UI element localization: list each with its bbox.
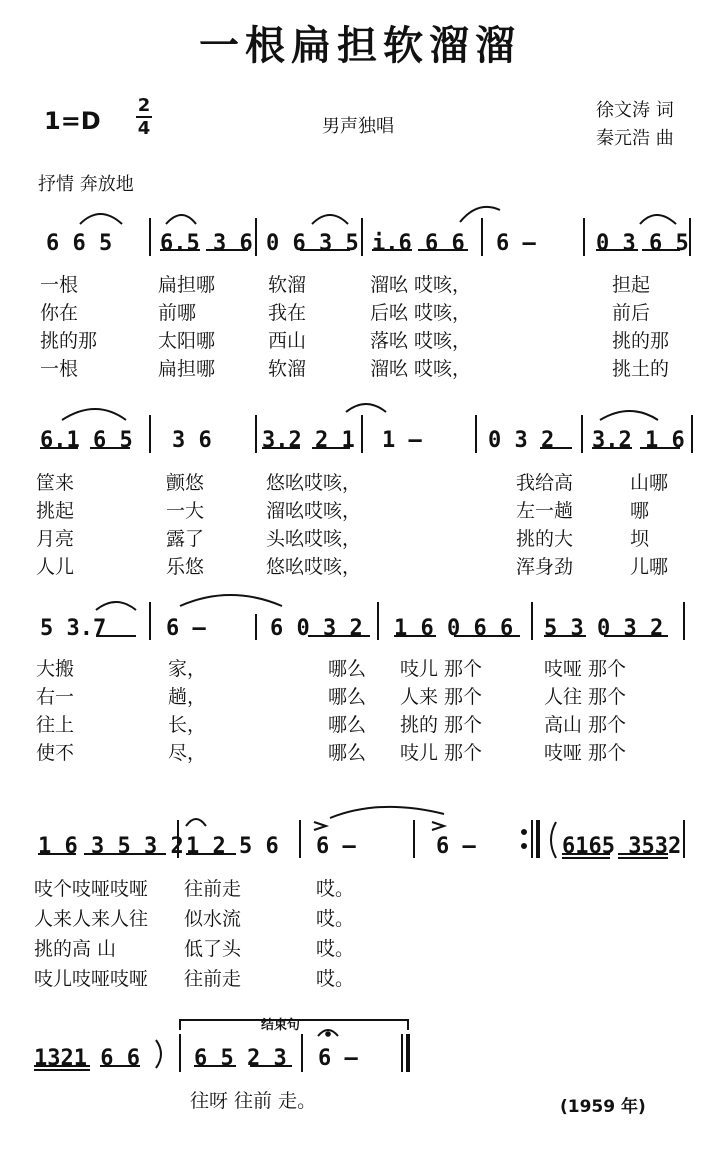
row2-verse2-b: 一大	[166, 500, 205, 522]
row1-measure1: 6 6 5	[46, 231, 113, 256]
row3-verse4-e: 吱哑 那个	[544, 742, 627, 764]
slur	[96, 602, 136, 610]
coda-bracket	[180, 1020, 408, 1030]
slur	[80, 214, 122, 224]
row3-verse3-d: 挑的 那个	[400, 714, 483, 736]
row1-verse2-d: 后吆 哎咳，	[370, 302, 472, 324]
row2-verse4-a: 人儿	[36, 556, 75, 578]
row4-verse1-a: 吱个吱哑吱哑	[34, 878, 149, 900]
row3-measure4: 1 6 0 6 6	[394, 616, 514, 641]
row1-verse4-d: 溜吆 哎咳，	[370, 358, 472, 380]
coda-lyric: 往呀 往前 走。	[190, 1090, 317, 1112]
row2-verse3-a: 月亮	[36, 528, 75, 550]
row4-interlude: 6165 3532	[562, 834, 682, 859]
row4-verse2-a: 人来人来人往	[34, 908, 149, 930]
row3-measure5: 5 3 0 3 2	[544, 616, 664, 641]
row1-measure4: i.6 6 6	[372, 231, 465, 256]
row2-verse3-e: 挑的大	[516, 528, 574, 550]
row1-measure2: 6.5 3 6	[160, 231, 253, 256]
slur	[640, 215, 676, 224]
row1-verse2-b: 前哪	[158, 302, 197, 324]
row3-verse2-c: 哪么	[328, 686, 367, 708]
row2-verse1-e: 我给高	[516, 472, 574, 494]
row1-measure6: 0 3 6 5	[596, 231, 689, 256]
row1-verse4-b: 扁担哪	[158, 358, 216, 380]
row1-verse4-c: 软溜	[268, 358, 307, 380]
row3-verse1-d: 吱儿 那个	[400, 658, 483, 680]
row2-verse1-f: 山哪	[630, 472, 669, 494]
row3-verse2-b: 趟，	[168, 686, 207, 708]
row1-verse1-c: 软溜	[268, 274, 307, 296]
row1-verse3-f: 挑的那	[612, 330, 670, 352]
expression-marking: 抒情 奔放地	[38, 174, 134, 195]
row3-verse2-e: 人往 那个	[544, 686, 627, 708]
row3-measure3: 6 0 3 2	[270, 616, 363, 641]
row2-verse1-a: 筐来	[36, 472, 75, 494]
row3-verse3-a: 往上	[36, 714, 75, 736]
row2-verse3-f: 坝	[630, 528, 650, 550]
row3-measure1: 5 3.7	[40, 616, 107, 641]
row2-verse1-c: 悠吆哎咳，	[266, 472, 362, 494]
row1-verse2-a: 你在	[40, 302, 79, 324]
coda-measure2: 6 —	[318, 1046, 358, 1071]
row3-measure2: 6 —	[166, 616, 206, 641]
row1-verse3-a: 挑的那	[40, 330, 98, 352]
row2-verse4-b: 乐悠	[166, 556, 205, 578]
row2-verse2-e: 左一趟	[516, 500, 574, 522]
row2-verse2-a: 挑起	[36, 500, 75, 522]
row1-verse4-a: 一根	[40, 358, 79, 380]
meter-top: 2	[137, 95, 151, 116]
row3-verse2-a: 右一	[36, 686, 75, 708]
slur	[460, 207, 500, 222]
row4-verse4-a: 吱儿吱哑吱哑	[34, 968, 149, 990]
slur	[166, 215, 196, 224]
row4-verse1-c: 哎。	[316, 878, 355, 900]
slur	[62, 409, 126, 420]
row3-verse4-a: 使不	[36, 742, 75, 764]
row3-verse3-e: 高山 那个	[544, 714, 627, 736]
row1-verse3-d: 落吆 哎咳，	[370, 330, 472, 352]
slur	[312, 215, 348, 224]
row2-measure6: 3.2 1 6	[592, 428, 685, 453]
row3-verse4-b: 尽，	[168, 742, 207, 764]
row4-verse3-c: 哎。	[316, 938, 355, 960]
row4-verse1-b: 往前走	[184, 878, 242, 900]
row2-verse1-b: 颤悠	[166, 472, 205, 494]
row4-verse3-b: 低了头	[184, 938, 242, 960]
row1-measure5: 6 —	[496, 231, 536, 256]
row4-verse3-a: 挑的高 山	[34, 938, 117, 960]
row1-verse1-a: 一根	[40, 274, 79, 296]
row1-verse4-f: 挑土的	[612, 358, 670, 380]
row2-verse4-c: 悠吆哎咳，	[266, 556, 362, 578]
voice-designation: 男声独唱	[322, 116, 394, 137]
row2-measure2: 3 6	[172, 428, 212, 453]
coda-label: 结束句	[258, 1014, 303, 1033]
composition-year: (1959 年)	[560, 1097, 646, 1117]
row4-measure3: 6 —	[316, 834, 356, 859]
row4-measure2: 1 2 5 6	[186, 834, 279, 859]
meter-bottom: 4	[137, 118, 151, 139]
row1-verse1-d: 溜吆 哎咳，	[370, 274, 472, 296]
slur	[330, 807, 444, 818]
row3-verse3-b: 长，	[168, 714, 207, 736]
row2-verse3-c: 头吆哎咳，	[266, 528, 362, 550]
row1-measure3: 0 6 3 5	[266, 231, 359, 256]
row2-measure1: 6.1 6 5	[40, 428, 133, 453]
slur	[180, 595, 282, 606]
row3-verse1-b: 家，	[168, 658, 207, 680]
coda-interlude-end: 1321 6 6	[34, 1046, 140, 1071]
row3-verse4-d: 吱儿 那个	[400, 742, 483, 764]
slur	[186, 819, 206, 826]
row4-measure1: 1 6 3 5 3 2	[38, 834, 184, 859]
row1-verse3-c: 西山	[268, 330, 307, 352]
slur	[346, 404, 386, 412]
row2-verse3-b: 露了	[166, 528, 205, 550]
composer-credit: 秦元浩 曲	[596, 128, 674, 149]
lyricist-credit: 徐文涛 词	[596, 100, 674, 121]
row1-verse2-f: 前后	[612, 302, 651, 324]
key-signature: 1=D	[44, 107, 101, 135]
row3-verse4-c: 哪么	[328, 742, 367, 764]
row4-verse4-c: 哎。	[316, 968, 355, 990]
row3-verse2-d: 人来 那个	[400, 686, 483, 708]
row4-measure4: 6 —	[436, 834, 476, 859]
row2-verse2-f: 哪	[630, 500, 650, 522]
song-title: 一根扁担软溜溜	[199, 23, 521, 69]
row1-verse2-c: 我在	[268, 302, 307, 324]
row2-verse2-c: 溜吆哎咳，	[266, 500, 362, 522]
row1-verse1-f: 担起	[612, 274, 651, 296]
row2-measure4: 1 —	[382, 428, 422, 453]
row3-verse1-c: 哪么	[328, 658, 367, 680]
row1-verse1-b: 扁担哪	[158, 274, 216, 296]
row2-verse4-f: 儿哪	[630, 556, 669, 578]
row3-verse3-c: 哪么	[328, 714, 367, 736]
row3-verse1-e: 吱哑 那个	[544, 658, 627, 680]
row2-verse4-e: 浑身劲	[516, 556, 574, 578]
row4-verse2-b: 似水流	[184, 908, 242, 930]
slur	[600, 411, 658, 420]
coda-measure1: 6 5 2 3	[194, 1046, 287, 1071]
row1-verse3-b: 太阳哪	[158, 330, 216, 352]
row2-measure3: 3.2 2 1	[262, 428, 355, 453]
row3-verse1-a: 大搬	[36, 658, 75, 680]
row4-verse4-b: 往前走	[184, 968, 242, 990]
row2-measure5: 0 3 2	[488, 428, 555, 453]
row4-verse2-c: 哎。	[316, 908, 355, 930]
